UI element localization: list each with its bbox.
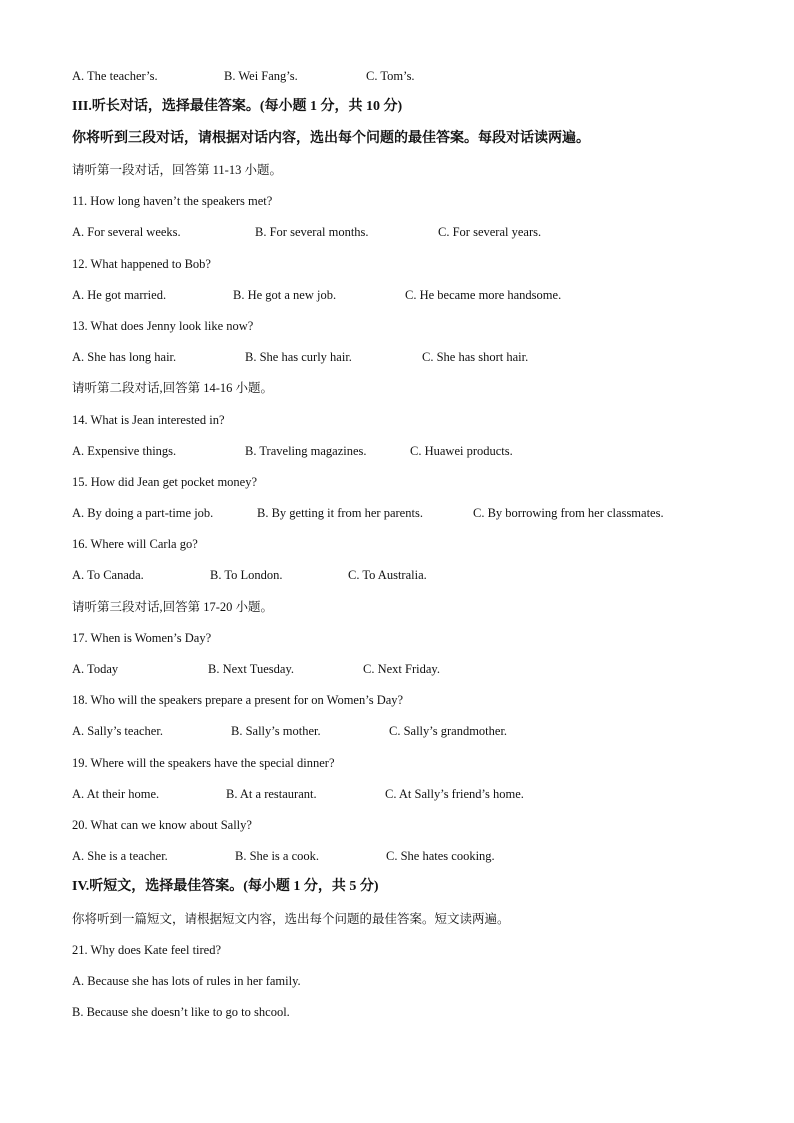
answer-option: B. Next Tuesday. <box>208 662 295 676</box>
text-line: 13. What does Jenny look like now? <box>72 319 254 333</box>
answer-option: C. For several years. <box>438 225 542 239</box>
text-line: B. Because she doesn’t like to go to shcool. <box>72 1005 290 1019</box>
text-line: 请听第三段对话,回答第 17-20 小题。 <box>72 600 274 614</box>
answer-option: B. To London. <box>210 568 283 582</box>
text-line: 20. What can we know about Sally? <box>72 818 252 832</box>
section-heading: 你将听到三段对话，请根据对话内容，选出每个问题的最佳答案。每段对话读两遍。 <box>72 131 590 146</box>
text-line: 18. Who will the speakers prepare a present for on Women’s Day? <box>72 693 404 707</box>
section-heading: III.听长对话，选择最佳答案。(每小题 1 分，共 10 分) <box>72 99 403 114</box>
answer-option: B. She has curly hair. <box>245 350 352 364</box>
text-line: 12. What happened to Bob? <box>72 257 211 271</box>
text-line: 21. Why does Kate feel tired? <box>72 943 222 957</box>
answer-option: C. To Australia. <box>348 568 427 582</box>
answer-option: B. Wei Fang’s. <box>224 69 298 83</box>
text-line: A. Because she has lots of rules in her family. <box>72 974 301 988</box>
text-line: 15. How did Jean get pocket money? <box>72 475 258 489</box>
answer-option: B. He got a new job. <box>233 288 337 302</box>
answer-option: C. She hates cooking. <box>386 849 495 863</box>
answer-option: A. To Canada. <box>72 568 144 582</box>
answer-option: C. He became more handsome. <box>405 288 562 302</box>
text-line: 14. What is Jean interested in? <box>72 413 225 427</box>
answer-option: A. By doing a part-time job. <box>72 506 214 520</box>
answer-option: B. She is a cook. <box>235 849 320 863</box>
answer-option: A. Today <box>72 662 119 676</box>
answer-option: B. At a restaurant. <box>226 787 317 801</box>
answer-option: C. Sally’s grandmother. <box>389 724 508 738</box>
answer-option: A. She is a teacher. <box>72 849 168 863</box>
answer-option: C. Next Friday. <box>363 662 440 676</box>
answer-option: B. By getting it from her parents. <box>257 506 423 520</box>
answer-option: A. The teacher’s. <box>72 69 158 83</box>
text-line: 你将听到一篇短文，请根据短文内容，选出每个问题的最佳答案。短文读两遍。 <box>72 912 510 926</box>
text-line: 11. How long haven’t the speakers met? <box>72 194 273 208</box>
answer-option: C. Huawei products. <box>410 444 513 458</box>
answer-option: A. Sally’s teacher. <box>72 724 163 738</box>
answer-option: B. Traveling magazines. <box>245 444 367 458</box>
answer-option: A. For several weeks. <box>72 225 181 239</box>
answer-option: B. For several months. <box>255 225 369 239</box>
answer-option: A. At their home. <box>72 787 160 801</box>
answer-option: C. At Sally’s friend’s home. <box>385 787 524 801</box>
text-line: 17. When is Women’s Day? <box>72 631 212 645</box>
section-heading: IV.听短文，选择最佳答案。(每小题 1 分，共 5 分) <box>72 879 379 894</box>
text-line: 16. Where will Carla go? <box>72 537 198 551</box>
text-line: 请听第一段对话，回答第 11-13 小题。 <box>72 163 282 177</box>
text-line: 19. Where will the speakers have the special dinner? <box>72 756 335 770</box>
answer-option: B. Sally’s mother. <box>231 724 321 738</box>
answer-option: A. She has long hair. <box>72 350 177 364</box>
answer-option: A. Expensive things. <box>72 444 177 458</box>
answer-option: A. He got married. <box>72 288 167 302</box>
answer-option: C. She has short hair. <box>422 350 529 364</box>
answer-option: C. Tom’s. <box>366 69 415 83</box>
text-line: 请听第二段对话,回答第 14-16 小题。 <box>72 381 274 395</box>
answer-option: C. By borrowing from her classmates. <box>473 506 664 520</box>
